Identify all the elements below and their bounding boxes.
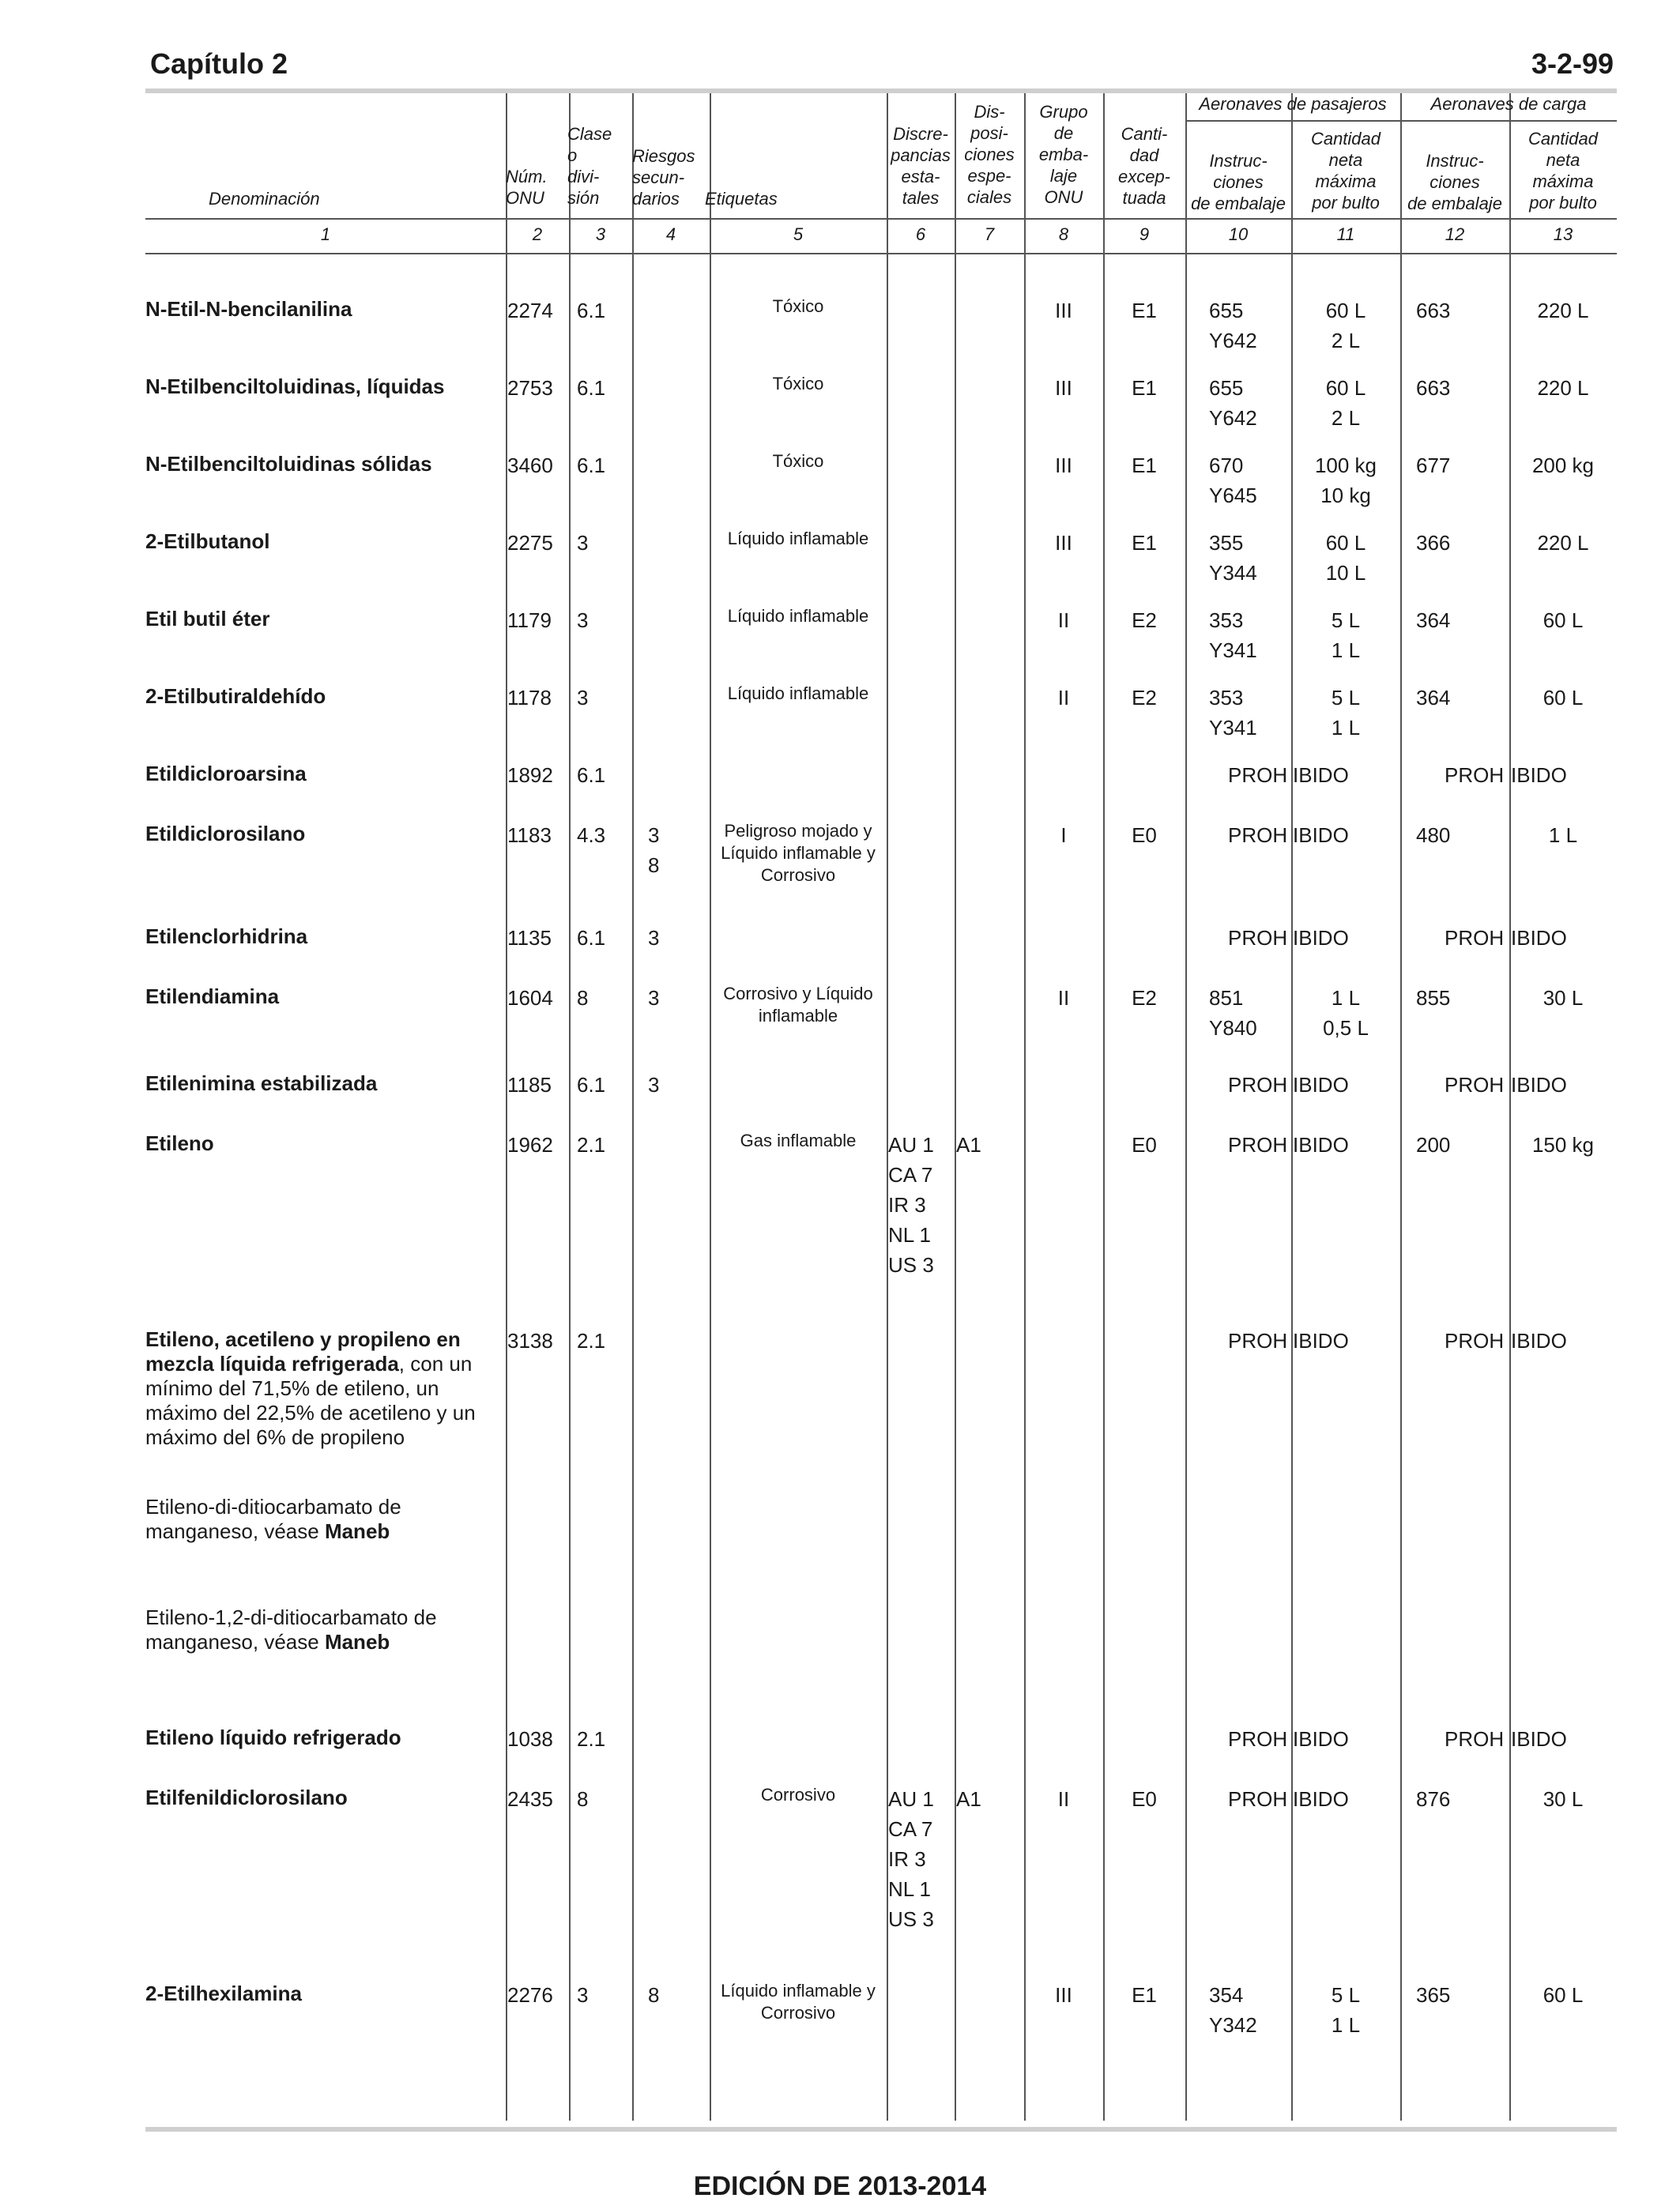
row-class: 3 [577,531,589,555]
colnum-bottom-rule [145,253,1617,254]
column-number: 2 [532,224,543,244]
row-pax-prohibited-a: PROH [1228,823,1288,847]
row-name-detail: , con un mínimo del 71,5% de etileno, un máximo del 22,5% de acetileno y un máximo del 6% de propileno [145,1352,476,1449]
row-excepted-quantity: E1 [1132,454,1157,477]
row-cargo-max-quantity: 150 kg [1531,1133,1595,1157]
row-name [145,1786,493,1810]
row-name-bold: Etileno líquido refrigerado [145,1726,401,1749]
row-class: 3 [577,686,589,710]
row-un-number: 1178 [507,686,552,710]
row-name-bold: Etilenclorhidrina [145,924,308,948]
row-pax-max-quantity: 1 L 0,5 L [1323,986,1369,1040]
row-pax-max-quantity: 60 L 2 L [1325,299,1366,352]
row-cargo-max-quantity: 220 L [1537,299,1589,322]
row-packing-group: III [1055,376,1072,400]
row-cargo-prohibited-a: PROH [1445,1329,1505,1353]
row-label: Líquido inflamable y Corrosivo [721,1981,876,2023]
header-grupo: Grupo de emba- laje ONU [1038,102,1089,207]
row-cargo-prohibited-b: IBIDO [1511,1329,1567,1353]
row-pax-prohibited-b: IBIDO [1293,763,1349,787]
row-cargo-packing-instruction: 663 [1416,299,1451,322]
row-excepted-quantity: E1 [1132,376,1157,400]
row-pax-prohibited-a: PROH [1228,926,1288,950]
header-instrucciones-pas: Instruc- ciones de embalaje [1191,151,1286,213]
row-name-reference: Maneb [324,1519,390,1543]
header-num-onu: Núm. ONU [506,167,548,208]
row-cargo-prohibited-b: IBIDO [1511,1727,1567,1751]
chapter-title: Capítulo 2 [150,47,288,80]
row-name-bold: Etilfenildiclorosilano [145,1786,348,1809]
row-name-bold: Etil butil éter [145,607,270,630]
header-cantidad-pas: Cantidad neta máxima por bulto [1310,129,1381,213]
column-divider [569,93,571,2121]
row-name-bold: Etileno, acetileno y propileno en mezcla líquida refrigerada [145,1327,461,1376]
row-un-number: 2435 [507,1787,553,1811]
column-divider [1400,93,1402,2121]
row-un-number: 3460 [507,454,553,477]
row-special-provisions: A1 [956,1787,981,1811]
row-name [145,1495,493,1544]
row-class: 6.1 [577,376,606,400]
row-name-bold: Etileno [145,1131,214,1155]
row-un-number: 1038 [507,1727,553,1751]
row-name-reference: Maneb [324,1630,390,1654]
row-cargo-prohibited-a: PROH [1445,763,1505,787]
row-label: Corrosivo y Líquido inflamable [723,984,873,1026]
row-pax-prohibited-b: IBIDO [1293,823,1349,847]
row-label: Tóxico [772,374,824,393]
column-number: 11 [1336,224,1355,244]
column-number: 13 [1553,224,1573,244]
row-pax-max-quantity: 100 kg 10 kg [1314,454,1377,507]
row-cargo-packing-instruction: 364 [1416,686,1451,710]
row-cargo-max-quantity: 200 kg [1531,454,1595,477]
row-name [145,1071,493,1096]
header-instrucciones-carga: Instruc- ciones de embalaje [1407,151,1502,213]
row-cargo-max-quantity: 30 L [1543,1787,1584,1811]
header-bottom-rule [145,218,1617,220]
row-name-text: Etileno-di-ditiocarbamato de manganeso, véase [145,1495,401,1543]
row-label: Gas inflamable [740,1131,857,1150]
row-pax-prohibited-b: IBIDO [1293,1727,1349,1751]
row-name-bold: 2-Etilhexilamina [145,1982,302,2005]
row-secondary-risk: 3 [648,926,660,950]
row-excepted-quantity: E0 [1132,1787,1157,1811]
row-cargo-prohibited-b: IBIDO [1511,926,1567,950]
row-cargo-packing-instruction: 366 [1416,531,1451,555]
row-name [145,1131,493,1156]
column-number: 3 [595,224,606,244]
row-label: Líquido inflamable [727,606,869,626]
row-pax-packing-instruction: 670 Y645 [1209,454,1257,507]
row-pax-packing-instruction: 353 Y341 [1209,686,1257,740]
row-pax-packing-instruction: 655 Y642 [1209,376,1257,430]
row-label: Tóxico [772,296,824,316]
row-un-number: 1604 [507,986,553,1010]
row-name-bold: Etildicloroarsina [145,762,307,785]
row-un-number: 1962 [507,1133,553,1157]
row-packing-group: II [1057,986,1070,1010]
row-name-text: Etileno-1,2-di-ditiocarbamato de manganeso, véase [145,1605,437,1654]
row-name-bold: 2-Etilbutanol [145,529,270,553]
row-class: 6.1 [577,763,606,787]
row-cargo-prohibited-a: PROH [1445,1727,1505,1751]
row-pax-prohibited-b: IBIDO [1293,926,1349,950]
column-divider [1185,93,1187,2121]
column-number: 5 [793,224,804,244]
row-cargo-prohibited-a: PROH [1445,926,1505,950]
row-name [145,1982,493,2006]
header-cantidad-exceptuada: Canti- dad excep- tuada [1117,124,1171,208]
row-class: 8 [577,1787,589,1811]
row-state-variations: AU 1 CA 7 IR 3 NL 1 US 3 [888,1787,934,1931]
row-packing-group: II [1057,1787,1070,1811]
row-cargo-packing-instruction: 677 [1416,454,1451,477]
column-number: 10 [1228,224,1249,244]
header-etiquetas: Etiquetas [705,189,778,209]
header-aeronaves-pasajeros: Aeronaves de pasajeros [1199,94,1387,114]
header-clase: Clase o divi- sión [567,124,612,208]
page-number: 3-2-99 [1531,47,1614,80]
row-class: 6.1 [577,1073,606,1097]
row-label: Tóxico [772,451,824,471]
row-class: 2.1 [577,1329,606,1353]
row-packing-group: III [1055,531,1072,555]
row-class: 8 [577,986,589,1010]
row-cargo-packing-instruction: 855 [1416,986,1451,1010]
row-secondary-risk: 8 [648,1983,660,2007]
row-pax-max-quantity: 60 L 10 L [1325,531,1366,585]
header-disposiciones: Dis- posi- ciones espe- ciales [964,102,1015,207]
row-cargo-packing-instruction: 200 [1416,1133,1451,1157]
row-un-number: 2276 [507,1983,553,2007]
row-pax-max-quantity: 5 L 1 L [1331,608,1361,662]
column-divider [710,93,711,2121]
column-number: 4 [665,224,676,244]
row-cargo-packing-instruction: 663 [1416,376,1451,400]
row-name-bold: N-Etilbenciltoluidinas sólidas [145,452,432,476]
row-pax-packing-instruction: 354 Y342 [1209,1983,1257,2037]
column-divider [955,93,956,2121]
row-un-number: 1179 [507,608,552,632]
footer-rule [145,2127,1617,2132]
row-pax-prohibited-b: IBIDO [1293,1329,1349,1353]
row-secondary-risk: 3 8 [648,823,660,877]
column-number: 1 [320,224,331,244]
row-pax-packing-instruction: 655 Y642 [1209,299,1257,352]
row-un-number: 3138 [507,1329,553,1353]
row-class: 6.1 [577,299,606,322]
row-packing-group: III [1055,1983,1072,2007]
row-class: 6.1 [577,454,606,477]
row-cargo-max-quantity: 220 L [1537,376,1589,400]
row-name-bold: 2-Etilbutiraldehído [145,684,326,708]
row-excepted-quantity: E1 [1132,299,1157,322]
row-un-number: 1185 [507,1073,552,1097]
row-pax-packing-instruction: 355 Y344 [1209,531,1257,585]
row-excepted-quantity: E1 [1132,1983,1157,2007]
row-name [145,822,493,846]
row-pax-prohibited-a: PROH [1228,1787,1288,1811]
column-number: 12 [1445,224,1465,244]
row-name [145,684,493,709]
row-excepted-quantity: E2 [1132,608,1157,632]
row-excepted-quantity: E2 [1132,986,1157,1010]
row-name-bold: N-Etil-N-bencilanilina [145,297,352,321]
header-cantidad-carga: Cantidad neta máxima por bulto [1527,129,1599,213]
row-name-bold: Etildiclorosilano [145,822,306,845]
row-pax-packing-instruction: 851 Y840 [1209,986,1257,1040]
row-class: 2.1 [577,1727,606,1751]
row-pax-prohibited-a: PROH [1228,1073,1288,1097]
row-pax-prohibited-a: PROH [1228,1133,1288,1157]
row-class: 4.3 [577,823,606,847]
header-aeronaves-carga: Aeronaves de carga [1430,94,1587,114]
row-name [145,984,493,1009]
row-pax-prohibited-a: PROH [1228,1727,1288,1751]
row-un-number: 2274 [507,299,553,322]
row-label: Peligroso mojado y Líquido inflamable y Corrosivo [721,821,876,885]
row-pax-prohibited-b: IBIDO [1293,1133,1349,1157]
aeronaves-rule [1185,120,1617,122]
row-excepted-quantity: E2 [1132,686,1157,710]
row-un-number: 1183 [507,823,552,847]
row-class: 3 [577,608,589,632]
row-secondary-risk: 3 [648,1073,660,1097]
row-excepted-quantity: E1 [1132,531,1157,555]
row-pax-prohibited-a: PROH [1228,763,1288,787]
edition-footer: EDICIÓN DE 2013-2014 [693,2171,987,2201]
row-pax-prohibited-b: IBIDO [1293,1787,1349,1811]
row-cargo-packing-instruction: 364 [1416,608,1451,632]
row-un-number: 2753 [507,376,553,400]
row-excepted-quantity: E0 [1132,1133,1157,1157]
column-divider [632,93,634,2121]
row-name [145,375,493,399]
row-cargo-max-quantity: 220 L [1537,531,1589,555]
column-number: 7 [984,224,995,244]
row-cargo-max-quantity: 60 L [1543,686,1584,710]
header-riesgos: Riesgos secun- darios [632,146,695,209]
column-number: 9 [1139,224,1150,244]
row-name [145,1605,493,1654]
row-packing-group: II [1057,608,1070,632]
row-excepted-quantity: E0 [1132,823,1157,847]
row-pax-packing-instruction: 353 Y341 [1209,608,1257,662]
row-name [145,452,493,476]
page-header [150,47,1614,82]
row-name [145,924,493,949]
row-secondary-risk: 3 [648,986,660,1010]
row-packing-group: III [1055,299,1072,322]
row-class: 6.1 [577,926,606,950]
header-discrepancias: Discre- pancias esta- tales [891,124,951,208]
row-pax-max-quantity: 5 L 1 L [1331,686,1361,740]
row-label: Líquido inflamable [727,683,869,703]
row-cargo-max-quantity: 30 L [1543,986,1584,1010]
row-packing-group: II [1057,686,1070,710]
row-cargo-packing-instruction: 876 [1416,1787,1451,1811]
row-class: 2.1 [577,1133,606,1157]
row-pax-prohibited-a: PROH [1228,1329,1288,1353]
row-name-bold: Etilenimina estabilizada [145,1071,378,1095]
row-cargo-packing-instruction: 365 [1416,1983,1451,2007]
row-label: Líquido inflamable [727,529,869,548]
row-special-provisions: A1 [956,1133,981,1157]
row-cargo-prohibited-b: IBIDO [1511,1073,1567,1097]
row-cargo-prohibited-a: PROH [1445,1073,1505,1097]
row-cargo-max-quantity: 60 L [1543,1983,1584,2007]
row-cargo-packing-instruction: 480 [1416,823,1451,847]
row-cargo-prohibited-b: IBIDO [1511,763,1567,787]
column-number: 6 [915,224,926,244]
row-state-variations: AU 1 CA 7 IR 3 NL 1 US 3 [888,1133,934,1277]
row-pax-max-quantity: 5 L 1 L [1331,1983,1361,2037]
row-name-bold: N-Etilbenciltoluidinas, líquidas [145,375,445,398]
row-name [145,529,493,554]
row-label: Corrosivo [760,1785,836,1805]
row-name [145,297,493,322]
row-name [145,1726,493,1750]
row-pax-prohibited-b: IBIDO [1293,1073,1349,1097]
row-name [145,762,493,786]
row-name-bold: Etilendiamina [145,984,280,1008]
row-packing-group: III [1055,454,1072,477]
row-un-number: 2275 [507,531,553,555]
header-denominacion: Denominación [209,189,320,209]
row-name [145,1327,493,1450]
row-name [145,607,493,631]
column-number: 8 [1058,224,1069,244]
row-un-number: 1135 [507,926,552,950]
row-class: 3 [577,1983,589,2007]
row-cargo-max-quantity: 1 L [1548,823,1578,847]
row-pax-max-quantity: 60 L 2 L [1325,376,1366,430]
row-packing-group: I [1060,823,1067,847]
row-un-number: 1892 [507,763,553,787]
row-cargo-max-quantity: 60 L [1543,608,1584,632]
